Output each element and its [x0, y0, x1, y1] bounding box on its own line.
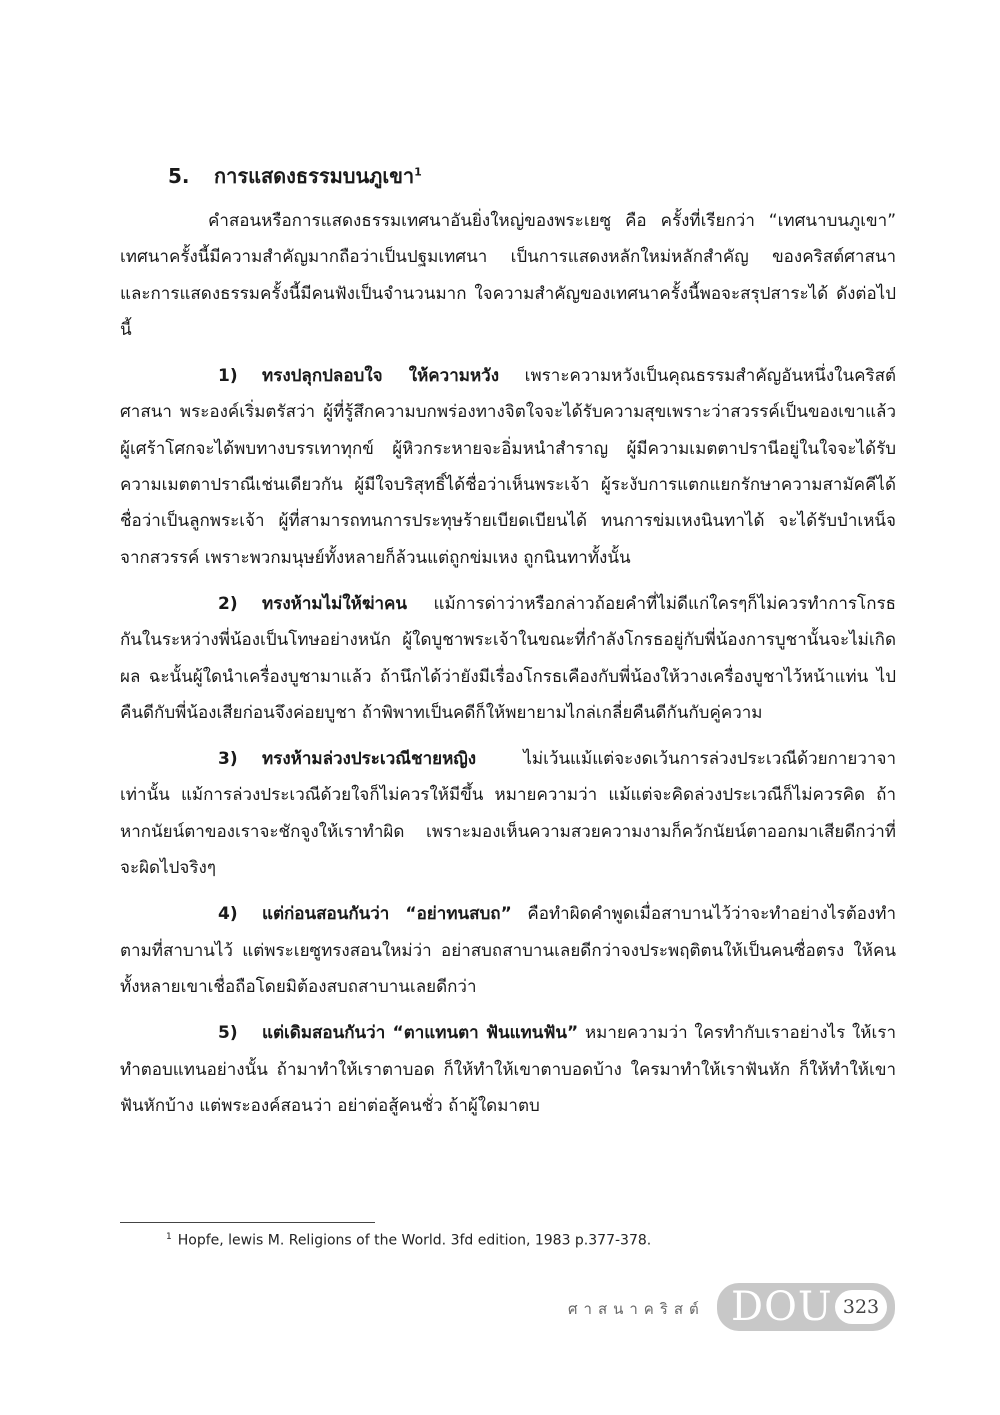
item-number: 1) [218, 366, 238, 387]
list-item [120, 741, 896, 886]
dou-logo: DOU [731, 1284, 833, 1330]
footnote-mark: 1 [166, 1232, 172, 1242]
item-title: ทรงห้ามไม่ให้ฆ่าคน [262, 593, 408, 614]
item-title: แต่ก่อนสอนกันว่า “อย่าทนสบถ” [262, 904, 512, 925]
page-number: 323 [835, 1290, 887, 1324]
item-number: 4) [218, 904, 238, 925]
footnote-divider [120, 1222, 375, 1223]
running-footer: ศาสนาคริสต์ [568, 1300, 705, 1318]
section-title: การแสดงธรรมบนภูเขา [214, 164, 415, 188]
item-text: คือทำผิดคำพูดเมื่อสาบานไว้ว่าจะทำอย่างไรต้องทำตามที่สาบานไว้ แต่พระเยซูทรงสอนใหม่ว่า อย่าสบถสาบานเลยดีกว่าจงประพฤติตนให้เป็นคนซื่อตรง ให้คนทั้งหลายเขาเชื่อถือโดยมิต้องสบถสาบานเลยดีกว่า [120, 904, 896, 997]
list-item [120, 358, 896, 576]
item-text: เพราะความหวังเป็นคุณธรรมสำคัญอันหนึ่งในคริสต์ศาสนา พระองค์เริ่มตรัสว่า ผู้ที่รู้สึกความบกพร่องทางจิตใจจะได้รับความสุขเพราะว่าสวรรค์เป็นของเขาแล้ว ผู้เศร้าโศกจะได้พบทางบรรเทาทุกข์ ผู้หิวกระหายจะอิ่มหนำสำราญ ผู้มีความเมตตาปรานีอยู่ในใจจะได้รับความเมตตาปราณีเช่นเดียวกัน ผู้มีใจบริสุทธิ์ได้ชื่อว่าเห็นพระเจ้า ผู้ระงับการแตกแยกรักษาความสามัคคีได้ชื่อว่าเป็นลูกพระเจ้า ผู้ที่สามารถทนการประทุษร้ายเบียดเบียนได้ ทนการข่มเหงนินทาได้ จะได้รับบำเหน็จจากสวรรค์ เพราะพวกมนุษย์ทั้งหลายก็ล้วนแต่ถูกข่มเหง ถูกนินทาทั้งนั้น [120, 366, 896, 568]
intro-paragraph: คำสอนหรือการแสดงธรรมเทศนาอันยิ่งใหญ่ของพระเยซู คือ ครั้งที่เรียกว่า “เทศนาบนภูเขา” เทศนาครั้งนี้มีความสำคัญมากถือว่าเป็นปฐมเทศนา เป็นการแสดงหลักใหม่หลักสำคัญ ของคริสต์ศาสนา และการแสดงธรรมครั้งนี้มีคนฟังเป็นจำนวนมาก ใจความสำคัญของเทศนาครั้งนี้พอจะสรุปสาระได้ ดังต่อไปนี้ [120, 211, 896, 340]
footnote [166, 1232, 651, 1249]
item-text: หมายความว่า ใครทำกับเราอย่างไร ให้เราทำตอบแทนอย่างนั้น ถ้ามาทำให้เราตาบอด ก็ให้ทำให้เขาตาบอดบ้าง ใครมาทำให้เราฟันหัก ก็ให้ทำให้เขาฟันหักบ้าง แต่พระองค์สอนว่า อย่าต่อสู้คนชั่ว ถ้าผู้ใดมาตบ [120, 1023, 896, 1116]
item-number: 3) [218, 749, 238, 770]
page-badge [717, 1283, 895, 1331]
footnote-reference: 1 [414, 165, 422, 179]
body-text [120, 203, 896, 1124]
list-item [120, 896, 896, 1005]
list-item [120, 586, 896, 731]
list-item [120, 1015, 896, 1124]
item-title: ทรงห้ามล่วงประเวณีชายหญิง [262, 749, 477, 770]
section-heading [168, 160, 422, 192]
item-text: ไม่เว้นแม้แต่จะงดเว้นการล่วงประเวณีด้วยกายวาจาเท่านั้น แม้การล่วงประเวณีด้วยใจก็ไม่ควรให้มีขึ้น หมายความว่า แม้แต่จะคิดล่วงประเวณีก็ไม่ควรคิด ถ้าหากนัยน์ตาของเราจะชักจูงให้เราทำผิด เพราะมองเห็นความสวยความงามก็ควักนัยน์ตาออกมาเสียดีกว่าที่จะผิดไปจริงๆ [120, 749, 896, 879]
section-number: 5. [168, 164, 190, 188]
item-title: แต่เดิมสอนกันว่า “ตาแทนตา ฟันแทนฟัน” [262, 1023, 579, 1044]
item-number: 2) [218, 593, 238, 614]
item-text: แม้การด่าว่าหรือกล่าวถ้อยคำที่ไม่ดีแก่ใครๆก็ไม่ควรทำการโกรธกันในระหว่างพี่น้องเป็นโทษอย่างหนัก ผู้ใดบูชาพระเจ้าในขณะที่กำลังโกรธอยู่กับพี่น้องการบูชานั้นจะไม่เกิดผล ฉะนั้นผู้ใดนำเครื่องบูชามาแล้ว ถ้านึกได้ว่ายังมีเรื่องโกรธเคืองกับพี่น้องให้วางเครื่องบูชาไว้หน้าแท่น ไปคืนดีกับพี่น้องเสียก่อนจึงค่อยบูชา ถ้าพิพาทเป็นคดีก็ให้พยายามไกล่เกลี่ยคืนดีกันกับคู่ความ [120, 593, 896, 723]
footnote-text: Hopfe, lewis M. Religions of the World. 3fd edition, 1983 p.377-378. [177, 1232, 652, 1249]
item-number: 5) [218, 1023, 238, 1044]
item-title: ทรงปลุกปลอบใจ ให้ความหวัง [262, 366, 500, 387]
